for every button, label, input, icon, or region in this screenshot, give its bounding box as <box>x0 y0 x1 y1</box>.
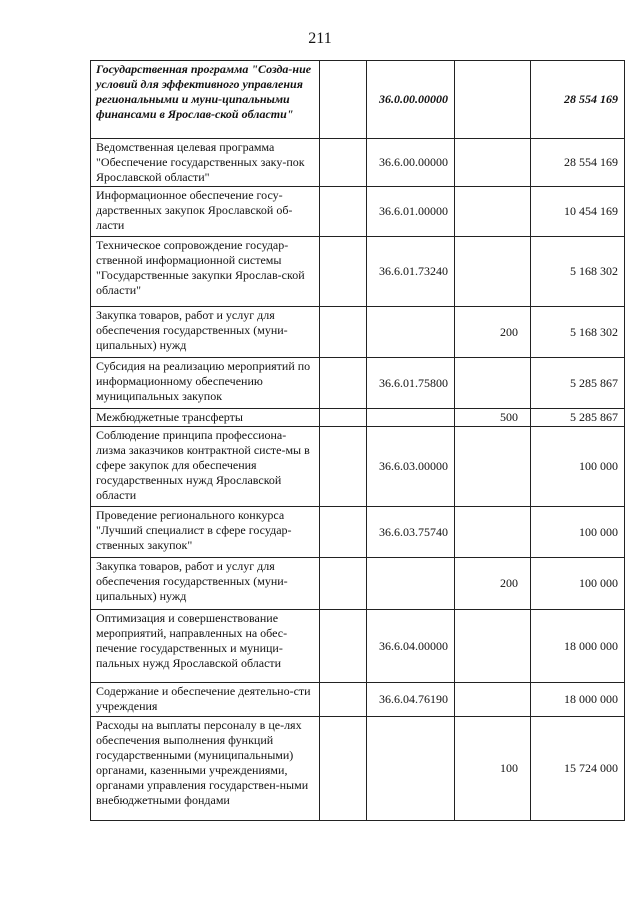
row-amount: 100 000 <box>531 427 625 507</box>
row-name: Оптимизация и совершенствование мероприятий, направленных на обес-печение государственных и муници-пальных нужд Ярославской области <box>91 610 320 683</box>
row-name: Информационное обеспечение госу-дарственных закупок Ярославской об-ласти <box>91 187 320 237</box>
row-code: 36.6.03.00000 <box>367 427 455 507</box>
row-empty-cell <box>320 427 367 507</box>
table-row <box>91 717 625 821</box>
row-code: 36.6.04.00000 <box>367 610 455 683</box>
row-amount: 28 554 169 <box>531 61 625 139</box>
row-name: Содержание и обеспечение деятельно-сти учреждения <box>91 683 320 717</box>
row-amount: 5 168 302 <box>531 237 625 307</box>
table-row <box>91 683 625 717</box>
row-expense-type <box>455 139 531 187</box>
row-code: 36.6.01.73240 <box>367 237 455 307</box>
row-name: Расходы на выплаты персоналу в це-лях обеспечения выполнения функций государственными (муниципальными) органами, казенными учреждениями, органами управления государствен-ными внебюджетными фондами <box>91 717 320 821</box>
table-row <box>91 187 625 237</box>
row-amount: 18 000 000 <box>531 683 625 717</box>
row-empty-cell <box>320 558 367 610</box>
row-code: 36.6.04.76190 <box>367 683 455 717</box>
row-empty-cell <box>320 139 367 187</box>
row-code: 36.0.00.00000 <box>367 61 455 139</box>
table-row <box>91 358 625 409</box>
row-name: Государственная программа "Созда-ние условий для эффективного управления региональными и муни-ципальными финансами в Ярослав-ской области" <box>91 61 320 139</box>
row-empty-cell <box>320 409 367 427</box>
row-name: Межбюджетные трансферты <box>91 409 320 427</box>
row-expense-type <box>455 610 531 683</box>
budget-table <box>90 60 625 821</box>
row-name: Ведомственная целевая программа "Обеспечение государственных заку-пок Ярославской области" <box>91 139 320 187</box>
row-amount: 18 000 000 <box>531 610 625 683</box>
row-expense-type <box>455 358 531 409</box>
table-row <box>91 427 625 507</box>
table-row <box>91 409 625 427</box>
row-amount: 5 168 302 <box>531 307 625 358</box>
row-empty-cell <box>320 610 367 683</box>
row-expense-type: 200 <box>455 558 531 610</box>
row-code: 36.6.01.75800 <box>367 358 455 409</box>
row-expense-type: 200 <box>455 307 531 358</box>
row-name: Закупка товаров, работ и услуг для обеспечения государственных (муни-ципальных) нужд <box>91 307 320 358</box>
row-empty-cell <box>320 187 367 237</box>
table-row <box>91 139 625 187</box>
row-empty-cell <box>320 307 367 358</box>
row-code <box>367 558 455 610</box>
row-expense-type <box>455 237 531 307</box>
table-row <box>91 610 625 683</box>
row-name: Соблюдение принципа профессиона-лизма заказчиков контрактной систе-мы в сфере закупок для обеспечения государственных нужд Ярославской области <box>91 427 320 507</box>
row-expense-type <box>455 683 531 717</box>
row-amount: 5 285 867 <box>531 409 625 427</box>
row-code: 36.6.01.00000 <box>367 187 455 237</box>
table-row <box>91 307 625 358</box>
row-amount: 10 454 169 <box>531 187 625 237</box>
row-name: Субсидия на реализацию мероприятий по информационному обеспечению муниципальных закупок <box>91 358 320 409</box>
row-name: Проведение регионального конкурса "Лучший специалист в сфере государ-ственных закупок" <box>91 507 320 558</box>
table-row <box>91 237 625 307</box>
row-code: 36.6.00.00000 <box>367 139 455 187</box>
row-expense-type <box>455 507 531 558</box>
table-row <box>91 558 625 610</box>
row-expense-type: 500 <box>455 409 531 427</box>
row-expense-type <box>455 427 531 507</box>
row-amount: 28 554 169 <box>531 139 625 187</box>
row-empty-cell <box>320 237 367 307</box>
row-empty-cell <box>320 61 367 139</box>
row-code: 36.6.03.75740 <box>367 507 455 558</box>
row-empty-cell <box>320 683 367 717</box>
row-empty-cell <box>320 358 367 409</box>
table-row <box>91 507 625 558</box>
row-expense-type <box>455 187 531 237</box>
row-amount: 100 000 <box>531 558 625 610</box>
row-name: Закупка товаров, работ и услуг для обеспечения государственных (муни-ципальных) нужд <box>91 558 320 610</box>
row-amount: 5 285 867 <box>531 358 625 409</box>
row-empty-cell <box>320 507 367 558</box>
table-row <box>91 61 625 139</box>
row-expense-type: 100 <box>455 717 531 821</box>
row-code <box>367 409 455 427</box>
row-code <box>367 717 455 821</box>
row-name: Техническое сопровождение государ-ственной информационной системы "Государственные закупки Ярослав-ской области" <box>91 237 320 307</box>
row-amount: 15 724 000 <box>531 717 625 821</box>
row-amount: 100 000 <box>531 507 625 558</box>
row-expense-type <box>455 61 531 139</box>
page-number: 211 <box>308 30 332 47</box>
row-code <box>367 307 455 358</box>
row-empty-cell <box>320 717 367 821</box>
